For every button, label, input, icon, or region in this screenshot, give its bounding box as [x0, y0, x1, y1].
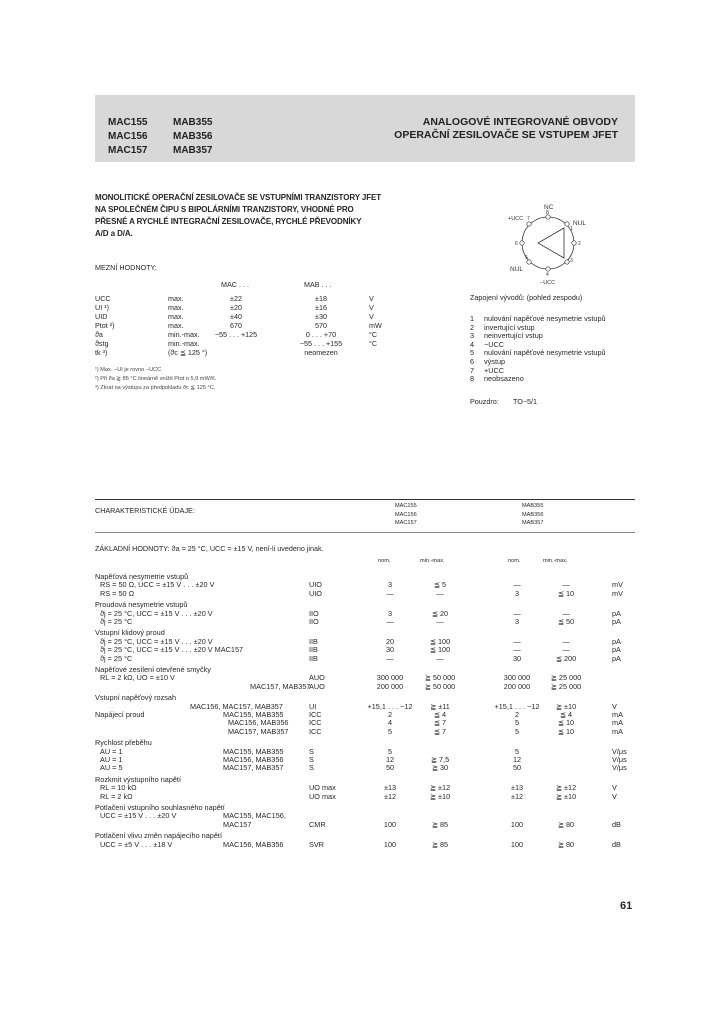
- char-value: ≦ 20: [431, 608, 449, 618]
- char-value: 3: [387, 608, 393, 618]
- char-value: 5: [514, 718, 520, 728]
- char-types: MAC156, MAB356: [223, 755, 284, 764]
- char-symbol: CMR: [309, 819, 326, 829]
- basic-conditions: ZÁKLADNÍ HODNOTY: ϑa = 25 °C, UCC = ±15 V, není-li uvedeno jinak.: [95, 544, 324, 553]
- char-symbol: IIB: [309, 636, 318, 646]
- char-value: ≦ 7: [433, 718, 447, 728]
- type-label: MAC155: [395, 503, 417, 509]
- char-value: ≦ 100: [429, 645, 451, 655]
- pin-number: 8: [470, 374, 475, 384]
- char-condition: RL = 2 kΩ: [100, 791, 133, 801]
- pin-label: 2: [578, 241, 581, 247]
- code-mac157: MAC157: [108, 145, 148, 156]
- pin-number: 2: [470, 322, 475, 332]
- char-symbol: SVR: [309, 839, 325, 849]
- char-symbol: IIB: [309, 653, 318, 663]
- char-value: 200 000: [376, 681, 404, 691]
- pin-number: 4: [470, 339, 475, 349]
- limits-cell: 670: [230, 321, 242, 330]
- char-value: 12: [512, 755, 522, 764]
- pin-label: 5: [525, 255, 528, 261]
- char-condition: RL = 2 kΩ, UO = ±10 V: [100, 673, 175, 683]
- char-value: 30: [512, 653, 522, 663]
- char-symbol: UIO: [309, 588, 322, 598]
- limits-cell: V: [369, 312, 374, 321]
- package-label: Pouzdro:: [470, 397, 499, 406]
- pin-7-dot: [527, 222, 531, 226]
- char-value: ≦ 5: [433, 580, 447, 590]
- limits-cell: °C: [369, 339, 378, 348]
- pin-label: 8: [546, 210, 549, 216]
- pin-label: NC: [544, 204, 554, 211]
- code-mab357: MAB357: [173, 145, 213, 156]
- char-condition: ϑj = 25 °C: [100, 653, 133, 663]
- char-group-title: Rychlost přeběhu: [95, 738, 152, 748]
- pin-description: nulování napěťové nesymetrie vstupů: [484, 314, 606, 323]
- char-condition: AU = 1: [100, 746, 123, 756]
- char-unit: V/μs: [612, 763, 627, 773]
- char-value: ≦ 100: [429, 636, 451, 646]
- limits-col-mab: MAB . . .: [304, 280, 332, 289]
- char-value: 5: [387, 746, 393, 756]
- char-condition: AU = 5: [100, 763, 123, 773]
- limits-title: MEZNÍ HODNOTY:: [95, 263, 157, 272]
- char-symbol: ICC: [309, 726, 322, 736]
- char-value: 300 000: [376, 673, 404, 683]
- pin-description: výstup: [484, 357, 506, 366]
- char-group-title: Proudová nesymetrie vstupů: [95, 600, 188, 610]
- limits-cell: max.: [168, 321, 184, 330]
- code-mab355: MAB355: [173, 117, 213, 128]
- char-condition: RS = 50 Ω, UCC = ±15 V . . . ±20 V: [100, 580, 215, 590]
- pin-2-dot: [572, 241, 576, 245]
- pin-label: 7: [527, 216, 530, 222]
- pin-label: NUL: [573, 220, 587, 227]
- limits-cell: −55 . . . +155: [299, 339, 343, 348]
- pinout-caption: Zapojení vývodů: (pohled zespodu): [470, 293, 583, 302]
- limits-cell: min.-max.: [168, 339, 200, 348]
- intro-line: NA SPOLEČNÉM ČIPU S BIPOLÁRNÍMI TRANZISTORY, VHODNÉ PRO: [95, 205, 354, 214]
- page-number: 61: [620, 900, 633, 912]
- char-condition: ϑj = 25 °C, UCC = ±15 V . . . ±20 V MAC157: [100, 645, 244, 655]
- char-group-title: Vstupní klidový proud: [95, 628, 165, 638]
- char-condition: MAC157, MAB357: [228, 726, 289, 736]
- char-symbol: AUO: [309, 673, 325, 683]
- header-title-1: ANALOGOVÉ INTEGROVANÉ OBVODY: [422, 116, 618, 128]
- limits-cell: ±16: [315, 303, 327, 312]
- char-condition: RS = 50 Ω: [100, 588, 135, 598]
- limits-cell: mW: [369, 321, 382, 330]
- intro-line: MONOLITICKÉ OPERAČNÍ ZESILOVAČE SE VSTUPNÍMI TRANZISTORY JFET: [95, 193, 382, 202]
- limits-cell: max.: [168, 294, 184, 303]
- char-symbol: AUO: [309, 681, 325, 691]
- char-value: 4: [387, 718, 393, 728]
- char-symbol: IIO: [309, 608, 319, 618]
- char-value: ±12: [383, 791, 397, 801]
- char-unit: mV: [612, 580, 623, 590]
- char-types: MAC155, MAC156,: [223, 811, 286, 821]
- limits-cell: UCC: [95, 294, 111, 303]
- char-unit: pA: [612, 653, 621, 663]
- char-value: ≧ 25 000: [550, 681, 582, 691]
- limits-cell: max.: [168, 303, 184, 312]
- char-value: 100: [510, 819, 524, 829]
- char-value: ≧ ±12: [555, 783, 577, 793]
- char-value: ≦ 200: [555, 653, 577, 663]
- char-value: 3: [514, 588, 520, 598]
- pin-number: 7: [470, 365, 475, 375]
- char-value: —: [562, 636, 570, 646]
- char-value: —: [562, 645, 570, 655]
- char-condition: Napájecí proud: [95, 710, 145, 719]
- char-unit: V: [612, 701, 617, 711]
- limits-cell: −55 . . . +125: [214, 330, 258, 339]
- char-value: —: [386, 588, 394, 598]
- char-unit: mA: [612, 726, 623, 736]
- char-unit: dB: [612, 839, 621, 849]
- char-value: —: [513, 608, 521, 618]
- limits-cell: ±22: [230, 294, 242, 303]
- type-label: MAB355: [522, 503, 544, 509]
- limits-cell: max.: [168, 312, 184, 321]
- pin-number: 3: [470, 331, 475, 341]
- pin-3-dot: [565, 260, 569, 264]
- char-condition: MAC156, MAB356: [228, 718, 289, 728]
- pin-number: 6: [470, 357, 475, 366]
- char-types: MAC155, MAB355: [223, 746, 284, 756]
- char-types: MAC157: [223, 819, 252, 829]
- char-value: ≦ 10: [557, 718, 575, 728]
- pin-description: +UCC: [484, 365, 505, 375]
- char-unit: pA: [612, 636, 621, 646]
- char-symbol: UI: [309, 701, 317, 711]
- char-value: 100: [383, 819, 397, 829]
- char-value: 12: [385, 755, 395, 764]
- limits-cell: 0 . . . +70: [305, 330, 337, 339]
- char-unit: mA: [612, 710, 623, 719]
- char-group-title: Potlačení vlivu změn napájecího napětí: [95, 831, 222, 841]
- char-value: ≦ 10: [557, 588, 575, 598]
- char-value: 5: [514, 746, 520, 756]
- limits-cell: ±18: [315, 294, 327, 303]
- char-condition: ϑj = 25 °C, UCC = ±15 V . . . ±20 V: [100, 636, 213, 646]
- char-condition: ϑj = 25 °C, UCC = ±15 V . . . ±20 V: [100, 608, 213, 618]
- char-symbol: UIO: [309, 580, 322, 590]
- char-value: ≦ 50: [557, 617, 575, 626]
- package-value: TO−5/1: [513, 397, 538, 406]
- char-value: ≧ 7,5: [430, 755, 450, 764]
- char-group-title: Rozkmit výstupního napětí: [95, 774, 181, 784]
- char-value: ≧ 25 000: [550, 673, 582, 683]
- limits-cell: ϑstg: [95, 339, 109, 348]
- char-types: MAC155, MAB355: [223, 710, 284, 719]
- char-value: 50: [385, 763, 395, 773]
- head-minmax-mab: min.-max.: [543, 558, 568, 564]
- char-value: 3: [514, 617, 520, 626]
- type-label: MAC156: [395, 511, 417, 518]
- char-group-title: Potlačení vstupního souhlasného napětí: [95, 803, 225, 812]
- char-condition: AU = 1: [100, 755, 123, 764]
- char-value: ≧ ±11: [430, 701, 450, 711]
- limits-cell: tk ³): [95, 348, 108, 357]
- pin-label: 3: [570, 258, 573, 264]
- char-value: ≧ 50 000: [424, 681, 456, 691]
- codes-left: [108, 116, 147, 158]
- char-unit: dB: [612, 819, 621, 829]
- char-title: CHARAKTERISTICKÉ ÚDAJE:: [95, 506, 195, 515]
- char-value: —: [513, 645, 521, 655]
- limits-cell: Ptot ²): [95, 321, 115, 330]
- pin-number: 1: [470, 314, 475, 323]
- char-value: —: [513, 636, 521, 646]
- char-unit: V: [612, 791, 617, 801]
- char-value: ≧ 85: [431, 819, 449, 829]
- limits-cell: °C: [369, 330, 378, 339]
- limits-cell: 570: [315, 321, 327, 330]
- char-symbol: IIB: [309, 645, 318, 655]
- char-value: 5: [514, 726, 520, 736]
- char-value: —: [386, 617, 394, 626]
- char-symbol: ICC: [309, 718, 322, 728]
- header-title-2: OPERAČNÍ ZESILOVAČE SE VSTUPEM JFET: [394, 129, 618, 141]
- char-condition: RL = 10 kΩ: [100, 783, 137, 793]
- char-types: MAC156, MAB356: [223, 839, 284, 849]
- char-value: 200 000: [503, 681, 531, 691]
- head-nom-mab: nom.: [508, 558, 521, 564]
- char-symbol: UO max: [309, 783, 336, 793]
- char-value: —: [513, 580, 521, 590]
- char-value: —: [436, 617, 444, 626]
- pin-1-dot: [565, 222, 569, 226]
- code-mac156: MAC156: [108, 131, 148, 142]
- char-symbol: S: [309, 763, 314, 773]
- limits-cell: ϑa: [95, 330, 103, 339]
- pin-description: neobsazeno: [484, 374, 524, 384]
- limits-cell: neomezen: [304, 348, 338, 357]
- pin-label: 1: [570, 226, 573, 232]
- char-value: ≦ 4: [433, 710, 447, 719]
- limits-cell: UID: [95, 312, 108, 321]
- char-value: ≧ ±10: [555, 701, 577, 711]
- char-value: ≧ 50 000: [424, 673, 456, 683]
- char-value: 20: [385, 636, 395, 646]
- char-condition: UCC = ±15 V . . . ±20 V: [100, 811, 177, 821]
- char-value: —: [436, 653, 444, 663]
- limits-cell: V: [369, 303, 374, 312]
- pin-description: nulování napěťové nesymetrie vstupů: [484, 348, 606, 358]
- pin-label: +UCC: [508, 216, 524, 222]
- pin-6-dot: [520, 241, 524, 245]
- pin-label: 6: [515, 241, 518, 247]
- char-value: 100: [510, 839, 524, 849]
- char-value: ≧ 80: [557, 839, 575, 849]
- char-unit: mV: [612, 588, 623, 598]
- char-value: ±12: [510, 791, 524, 801]
- char-condition: MAC157, MAB357: [250, 681, 311, 691]
- intro-line: A/D a D/A.: [95, 229, 133, 238]
- pin-description: neinvertující vstup: [484, 331, 543, 341]
- char-group-title: Napěťová nesymetrie vstupů: [95, 572, 189, 581]
- char-value: 2: [514, 710, 520, 719]
- section-divider: [95, 499, 635, 500]
- pin-label: 4: [546, 272, 549, 278]
- code-mac155: MAC155: [108, 117, 148, 128]
- char-unit: V/μs: [612, 755, 627, 764]
- char-value: +15,1 . . . −12: [494, 701, 540, 711]
- limits-col-mac: MAC . . .: [221, 280, 249, 289]
- limits-cell: (ϑc ≦ 125 °): [168, 348, 208, 357]
- char-value: ≧ ±10: [555, 791, 577, 801]
- char-value: —: [562, 608, 570, 618]
- char-unit: V/μs: [612, 746, 627, 756]
- char-value: 2: [387, 710, 393, 719]
- intro-line: PŘESNÉ A RYCHLÉ INTEGRAČNÍ ZESILOVAČE, RYCHLÉ PŘEVODNÍKY: [95, 217, 362, 226]
- char-value: 300 000: [503, 673, 531, 683]
- char-value: —: [562, 580, 570, 590]
- char-unit: pA: [612, 608, 621, 618]
- type-label: MAB356: [522, 511, 544, 518]
- limits-cell: UI ¹): [95, 303, 109, 312]
- char-value: ≧ ±12: [429, 783, 451, 793]
- limits-cell: ±30: [315, 312, 327, 321]
- char-condition: UCC = ±5 V . . . ±18 V: [100, 839, 173, 849]
- char-value: ≧ 80: [557, 819, 575, 829]
- type-label: MAC157: [395, 520, 417, 526]
- char-unit: mA: [612, 718, 623, 728]
- char-value: ≧ 85: [431, 839, 449, 849]
- char-value: 3: [387, 580, 393, 590]
- type-label: MAB357: [522, 520, 544, 526]
- char-symbol: UO max: [309, 791, 336, 801]
- char-group-title: Vstupní napěťový rozsah: [95, 693, 177, 703]
- codes-right: [173, 116, 212, 158]
- head-minmax-mac: min.-max.: [420, 558, 445, 564]
- char-mac-types: [395, 502, 417, 528]
- pin-4-dot: [546, 267, 550, 271]
- char-value: ≧ 30: [431, 763, 449, 773]
- intro-text: [95, 192, 381, 240]
- char-value: ≧ ±10: [429, 791, 451, 801]
- pin-number: 5: [470, 348, 475, 358]
- char-symbol: S: [309, 746, 314, 756]
- opamp-symbol: [538, 228, 564, 258]
- pin-description: −UCC: [484, 339, 505, 349]
- char-header-rule: [95, 532, 635, 533]
- char-value: 50: [512, 763, 522, 773]
- char-unit: pA: [612, 617, 621, 626]
- footnote: ¹) Max. −UI je rovno −UCC: [95, 367, 162, 373]
- footnote: ³) Zkrat na výstupu za předpokladu ϑc ≦ 125 °C.: [95, 385, 216, 391]
- code-mab356: MAB356: [173, 131, 213, 142]
- char-value: ≦ 4: [559, 710, 573, 719]
- limits-footnotes: [95, 366, 217, 393]
- char-value: —: [436, 588, 444, 598]
- pin-label: −UCC: [540, 280, 556, 286]
- limits-cell: min.-max.: [168, 330, 200, 339]
- char-value: 5: [387, 726, 393, 736]
- char-condition: MAC156, MAC157, MAB357: [190, 701, 283, 711]
- char-condition: ϑj = 25 °C: [100, 617, 133, 626]
- char-value: ±13: [383, 783, 397, 793]
- limits-cell: V: [369, 294, 374, 303]
- char-symbol: S: [309, 755, 314, 764]
- head-nom-mac: nom.: [378, 558, 391, 564]
- char-value: —: [386, 653, 394, 663]
- char-value: +15,1 . . . −12: [367, 701, 413, 711]
- char-mab-types: [522, 502, 543, 528]
- char-unit: pA: [612, 645, 621, 655]
- pinout-diagram: [500, 200, 600, 290]
- char-value: ≦ 10: [557, 726, 575, 736]
- char-symbol: ICC: [309, 710, 322, 719]
- char-value: ±13: [510, 783, 524, 793]
- char-value: 100: [383, 839, 397, 849]
- char-symbol: IIO: [309, 617, 319, 626]
- char-value: 30: [385, 645, 395, 655]
- char-unit: V: [612, 783, 617, 793]
- pin-description: invertující vstup: [484, 322, 535, 332]
- char-types: MAC157, MAB357: [223, 763, 284, 773]
- char-group-title: Napěťové zesílení otevřené smyčky: [95, 665, 211, 674]
- limits-cell: ±40: [230, 312, 242, 321]
- limits-cell: ±20: [230, 303, 242, 312]
- footnote: ²) Při ϑa ≧ 85 °C lineárně snížit Ptot o 5,9 mW/K.: [95, 376, 217, 382]
- pin-label: NUL: [510, 266, 524, 273]
- char-value: ≦ 7: [433, 726, 447, 736]
